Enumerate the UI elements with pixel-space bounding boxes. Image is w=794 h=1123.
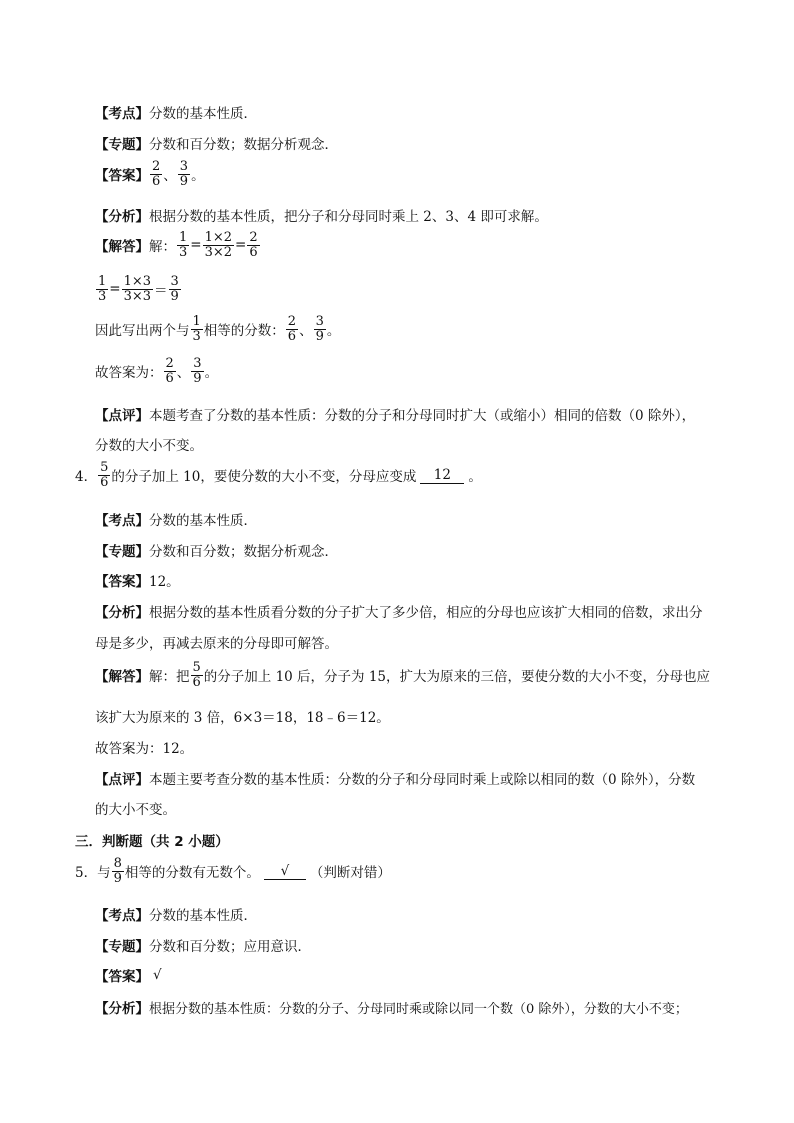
fraction: $\frac{2}{6}$ (249, 230, 258, 260)
answer-text: √ (153, 967, 162, 983)
jieda-line (95, 661, 710, 689)
zhuanti-text: 分数和百分数；数据分析观念． (149, 544, 338, 560)
fraction: $\frac{2}{6}$ (165, 356, 174, 386)
dianping-line-2 (95, 798, 176, 818)
fraction: $\frac{1}{3}$ (179, 230, 188, 260)
period: 。 (468, 469, 482, 486)
fraction: $\frac{3}{9}$ (179, 159, 189, 189)
zhuanti-line (95, 133, 338, 153)
fraction: $\frac{1\times 3}{3\times 3}$ (123, 274, 152, 304)
answer-tag: 【答案】 (95, 969, 149, 985)
fenxi-text: 母是多少，再减去原来的分母即可解答。 (95, 636, 338, 652)
dianping-line (95, 768, 695, 788)
dianping-line (95, 404, 695, 424)
fraction: $\frac{1}{3}$ (192, 314, 201, 344)
question-text: 与 (97, 865, 111, 882)
answer-text: 12。 (149, 574, 180, 590)
dianping-text: 本题主要考查分数的基本性质：分数的分子和分母同时乘上或除以相同的数（0 除外），分数 (149, 772, 696, 788)
zhuanti-tag: 【专题】 (95, 137, 149, 153)
zhuanti-line (95, 540, 338, 560)
equals-sign: = (109, 281, 121, 298)
fenxi-text: 根据分数的基本性质：分数的分子、分母同时乘或除以同一个数（0 除外），分数的大小不变； (149, 1001, 688, 1017)
section-title: 三．判断题（共 2 小题） (75, 834, 229, 850)
equals-sign: = (190, 237, 202, 254)
separator: 、 (299, 323, 313, 340)
dianping-tag: 【点评】 (95, 772, 149, 788)
question-suffix: （判断对错） (309, 865, 391, 882)
question-text: 相等的分数有无数个。 (124, 865, 260, 882)
question-text: 的分子加上 10，要使分数的大小不变，分母应变成 (111, 469, 417, 486)
fenxi-text: 根据分数的基本性质，把分子和分母同时乘上 2、3、4 即可求解。 (149, 209, 548, 225)
fenxi-line-2 (95, 632, 338, 652)
fraction: $\frac{5}{6}$ (100, 460, 109, 490)
fraction: $\frac{5}{6}$ (192, 660, 201, 690)
period: 。 (191, 168, 205, 185)
jieda-text: 该扩大为原来的 3 倍，6×3＝18，18﹣6＝12。 (95, 710, 390, 726)
answer-summary-line (95, 357, 218, 385)
fenxi-tag: 【分析】 (95, 1001, 149, 1017)
zhuanti-tag: 【专题】 (95, 939, 149, 955)
jieda-line-2 (95, 706, 390, 726)
kaodian-tag: 【考点】 (95, 908, 149, 924)
period: 。 (204, 365, 219, 382)
zhuanti-tag: 【专题】 (95, 544, 149, 560)
conclusion-line (95, 315, 340, 343)
separator: 、 (176, 365, 191, 382)
kaodian-text: 分数的基本性质． (149, 908, 257, 924)
kaodian-line (95, 509, 257, 529)
dianping-text: 本题考查了分数的基本性质：分数的分子和分母同时扩大（或缩小）相同的倍数（0 除外）， (149, 408, 696, 424)
section-heading (75, 830, 229, 850)
jieda-tag: 【解答】 (95, 239, 149, 256)
answer-line (95, 160, 205, 188)
question-5 (75, 857, 391, 885)
equation-line (95, 275, 182, 303)
answer-summary-line (95, 737, 193, 757)
fenxi-tag: 【分析】 (95, 209, 149, 225)
separator: 、 (163, 168, 177, 185)
answer-tag: 【答案】 (95, 168, 149, 185)
zhuanti-line (95, 935, 311, 955)
fenxi-line (95, 601, 703, 621)
question-4 (75, 461, 482, 489)
jie-label: 解：把 (149, 669, 190, 686)
fenxi-text: 根据分数的基本性质看分数的分子扩大了多少倍，相应的分母也应该扩大相同的倍数，求出分 (149, 605, 703, 621)
fenxi-line (95, 205, 548, 225)
answer-line (95, 965, 162, 985)
fenxi-line (95, 997, 688, 1017)
answer-blank: √ (264, 863, 306, 880)
question-number: 4． (75, 469, 98, 486)
fraction: $\frac{3}{9}$ (315, 314, 324, 344)
jieda-text: 的分子加上 10 后，分子为 15，扩大为原来的三倍，要使分数的大小不变，分母也应 (203, 669, 711, 686)
equals-sign: = (235, 237, 247, 254)
zhuanti-text: 分数和百分数；应用意识． (149, 939, 311, 955)
answer-tag: 【答案】 (95, 574, 149, 590)
answer-summary-label: 故答案为： (95, 365, 163, 382)
answer-line (95, 570, 180, 590)
fraction: $\frac{1\times 2}{3\times 2}$ (204, 230, 233, 260)
equals-sign: ＝ (154, 283, 168, 300)
dianping-text: 的大小不变。 (95, 802, 176, 818)
kaodian-line (95, 904, 257, 924)
zhuanti-text: 分数和百分数；数据分析观念． (149, 137, 338, 153)
conclusion-text: 相等的分数： (203, 323, 285, 340)
dianping-tag: 【点评】 (95, 408, 149, 424)
fraction: $\frac{1}{3}$ (98, 274, 107, 304)
question-number: 5． (75, 865, 98, 882)
fraction: $\frac{8}{9}$ (113, 856, 122, 886)
kaodian-text: 分数的基本性质． (149, 513, 257, 529)
jieda-tag: 【解答】 (95, 669, 149, 686)
conclusion-text: 因此写出两个与 (95, 323, 190, 340)
period: 。 (326, 323, 341, 340)
jie-label: 解： (149, 239, 176, 256)
fraction: $\frac{3}{9}$ (170, 274, 179, 304)
jieda-line (95, 231, 261, 259)
fenxi-tag: 【分析】 (95, 605, 149, 621)
kaodian-text: 分数的基本性质． (149, 106, 257, 122)
dianping-line-2 (95, 434, 203, 454)
fraction: $\frac{2}{6}$ (152, 159, 161, 189)
fraction: $\frac{3}{9}$ (193, 356, 202, 386)
answer-blank: 12 (420, 467, 464, 484)
dianping-text: 分数的大小不变。 (95, 438, 203, 454)
kaodian-tag: 【考点】 (95, 106, 149, 122)
answer-summary: 故答案为：12。 (95, 741, 194, 757)
kaodian-tag: 【考点】 (95, 513, 149, 529)
kaodian-line (95, 102, 257, 122)
fraction: $\frac{2}{6}$ (287, 314, 297, 344)
